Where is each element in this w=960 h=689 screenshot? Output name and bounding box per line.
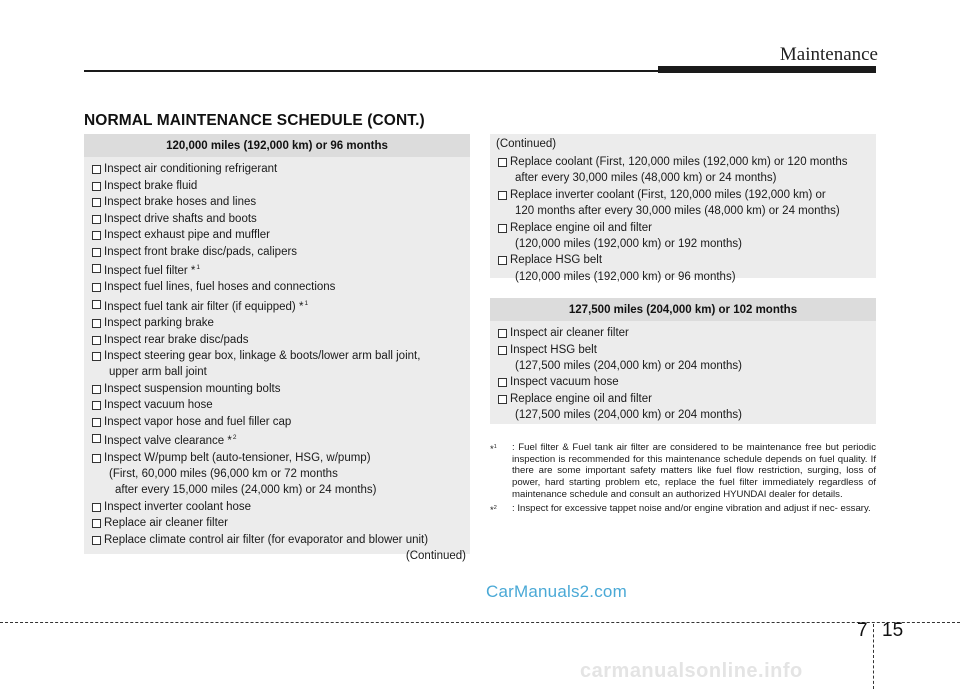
checkbox-icon <box>92 401 101 410</box>
item-text: Replace air cleaner filter <box>104 517 229 530</box>
checklist <box>84 161 470 548</box>
checkbox-icon <box>92 536 101 545</box>
item-text: Inspect air cleaner filter <box>510 327 629 340</box>
item-text: Inspect valve clearance *$^2$ <box>104 434 237 448</box>
checklist-item <box>84 178 470 194</box>
item-text: Inspect drive shafts and boots <box>104 212 257 225</box>
header-rule-thick <box>658 66 876 73</box>
item-text-continued: (First, 60,000 miles (96,000 km or 72 months <box>109 468 338 481</box>
checkbox-icon <box>92 248 101 257</box>
box-title: 127,500 miles (204,000 km) or 102 months <box>490 298 876 321</box>
header-rule <box>84 70 664 72</box>
checkbox-icon <box>92 264 101 273</box>
item-text: Inspect air conditioning refrigerant <box>104 163 278 176</box>
item-text: Replace engine oil and filter <box>510 221 652 234</box>
checklist-item <box>490 342 876 375</box>
item-text: Replace climate control air filter (for evaporator and blower unit) <box>104 533 429 546</box>
checkbox-icon <box>92 231 101 240</box>
item-text: Inspect steering gear box, linkage & boots/lower arm ball joint, <box>104 350 421 363</box>
checkbox-icon <box>92 198 101 207</box>
item-text-continued: after every 30,000 miles (48,000 km) or 24 months) <box>515 172 777 185</box>
checklist <box>490 325 876 423</box>
item-text: Inspect rear brake disc/pads <box>104 333 249 346</box>
schedule-box-continued <box>490 134 876 283</box>
checkbox-icon <box>498 256 507 265</box>
checklist-item <box>84 348 470 381</box>
item-text: Inspect fuel tank air filter (if equipped) *$^1$ <box>104 299 309 313</box>
chapter-number: 7 <box>857 620 868 641</box>
checkbox-icon <box>92 385 101 394</box>
item-text: Inspect suspension mounting bolts <box>104 382 281 395</box>
checklist-item <box>84 397 470 413</box>
checkbox-icon <box>92 283 101 292</box>
continued-label: (Continued) <box>405 550 466 563</box>
item-text: Inspect fuel filter *$^1$ <box>104 264 201 277</box>
item-text: Inspect exhaust pipe and muffler <box>104 229 271 242</box>
item-text-continued: (127,500 miles (204,000 km) or 204 months) <box>515 359 742 372</box>
checklist-item <box>84 227 470 243</box>
footnote-mark: *$^1$ <box>490 444 497 456</box>
checklist-item <box>84 194 470 210</box>
checkbox-icon <box>92 215 101 224</box>
checkbox-icon <box>498 191 507 200</box>
section-title: NORMAL MAINTENANCE SCHEDULE (CONT.) <box>84 112 425 129</box>
item-text: Inspect vapor hose and fuel filler cap <box>104 415 292 428</box>
checklist-item <box>84 515 470 531</box>
page-divider <box>873 624 874 689</box>
checkbox-icon <box>92 165 101 174</box>
checklist-item <box>490 154 876 187</box>
schedule-box-120000 <box>84 134 470 563</box>
checkbox-icon <box>92 418 101 427</box>
checkbox-icon <box>92 336 101 345</box>
checklist-item <box>84 244 470 260</box>
checkbox-icon <box>92 319 101 328</box>
item-text-continued: (127,500 miles (204,000 km) or 204 months) <box>515 409 742 422</box>
item-text-continued: (120,000 miles (192,000 km) or 192 months) <box>515 237 742 250</box>
checklist-item <box>84 430 470 449</box>
checklist-item <box>84 211 470 227</box>
checklist-item <box>490 391 876 424</box>
checkbox-icon <box>498 224 507 233</box>
checkbox-icon <box>498 378 507 387</box>
box-title: 120,000 miles (192,000 km) or 96 months <box>84 134 470 157</box>
checklist-item <box>84 260 470 279</box>
checkbox-icon <box>498 346 507 355</box>
checklist-item <box>84 161 470 177</box>
item-text: Replace engine oil and filter <box>510 392 652 405</box>
item-text-continued: 120 months after every 30,000 miles (48,000 km) or 24 months) <box>515 205 840 218</box>
checklist-item <box>490 187 876 220</box>
item-text: Replace coolant (First, 120,000 miles (192,000 km) or 120 months <box>510 156 848 168</box>
item-text-continued: after every 15,000 miles (24,000 km) or 24 months) <box>115 484 377 497</box>
checklist-item <box>490 325 876 341</box>
checklist-item <box>84 315 470 331</box>
checklist-item <box>490 252 876 285</box>
checklist-item <box>84 332 470 348</box>
checklist-item <box>84 532 470 548</box>
checkbox-icon <box>92 454 101 463</box>
footer-watermark: carmanualsonline.info <box>580 660 803 682</box>
footnote-2 <box>490 503 876 515</box>
item-text: Inspect inverter coolant hose <box>104 500 252 513</box>
watermark-link[interactable]: CarManuals2.com <box>486 582 627 601</box>
schedule-box-127500 <box>490 298 876 424</box>
item-text: Inspect brake fluid <box>104 179 198 192</box>
footnote-ref: 1 <box>196 264 201 272</box>
item-text: Inspect fuel lines, fuel hoses and connections <box>104 281 336 294</box>
checkbox-icon <box>92 300 101 309</box>
footnotes <box>490 442 876 516</box>
footnote-ref: 2 <box>232 434 237 442</box>
checklist-item <box>84 450 470 499</box>
footnote-text: : Inspect for excessive tappet noise and/or engine vibration and adjust if nec- essary. <box>512 502 871 514</box>
checkbox-icon <box>92 503 101 512</box>
continued-label: (Continued) <box>496 138 557 150</box>
checklist <box>490 154 876 285</box>
item-text-continued: upper arm ball joint <box>109 366 207 379</box>
checklist-item <box>84 414 470 430</box>
item-text: Inspect vacuum hose <box>510 376 619 389</box>
chapter-title: Maintenance <box>779 44 878 65</box>
item-text: Inspect W/pump belt (auto-tensioner, HSG, w/pump) <box>104 451 371 464</box>
checkbox-icon <box>498 395 507 404</box>
checklist-item <box>84 296 470 315</box>
checklist-item <box>490 220 876 253</box>
checklist-item <box>84 499 470 515</box>
checkbox-icon <box>498 158 507 167</box>
checkbox-icon <box>92 182 101 191</box>
item-text: Replace inverter coolant (First, 120,000 miles (192,000 km) or <box>510 188 826 201</box>
item-text: Inspect front brake disc/pads, calipers <box>104 245 298 258</box>
footnote-mark: *$^2$ <box>490 504 497 516</box>
page-number: 15 <box>882 620 904 641</box>
footer-rule <box>0 622 960 623</box>
item-text: Inspect vacuum hose <box>104 399 213 412</box>
footnote-ref: 1 <box>304 299 309 307</box>
checklist-item <box>490 374 876 390</box>
item-text: Inspect parking brake <box>104 317 214 330</box>
checkbox-icon <box>92 352 101 361</box>
item-text: Inspect brake hoses and lines <box>104 196 257 209</box>
footnote-1 <box>490 442 876 501</box>
footnote-text: : Fuel filter & Fuel tank air filter are considered to be maintenance free but periodic inspection is recommended for this maintenance schedule depends on fuel quality. If there are some important safety matters like fuel flow restriction, surging, loss of power, hard starting problem etc, replace the fuel filter immediately regardless of maintenance schedule and consult an authorized HYUNDAI dealer for details. <box>512 442 876 500</box>
item-text: Replace HSG belt <box>510 254 603 267</box>
checkbox-icon <box>92 434 101 443</box>
checklist-item <box>84 279 470 295</box>
item-text: Inspect HSG belt <box>510 343 597 356</box>
item-text-continued: (120,000 miles (192,000 km) or 96 months) <box>515 270 736 283</box>
checkbox-icon <box>498 329 507 338</box>
checklist-item <box>84 381 470 397</box>
checkbox-icon <box>92 519 101 528</box>
